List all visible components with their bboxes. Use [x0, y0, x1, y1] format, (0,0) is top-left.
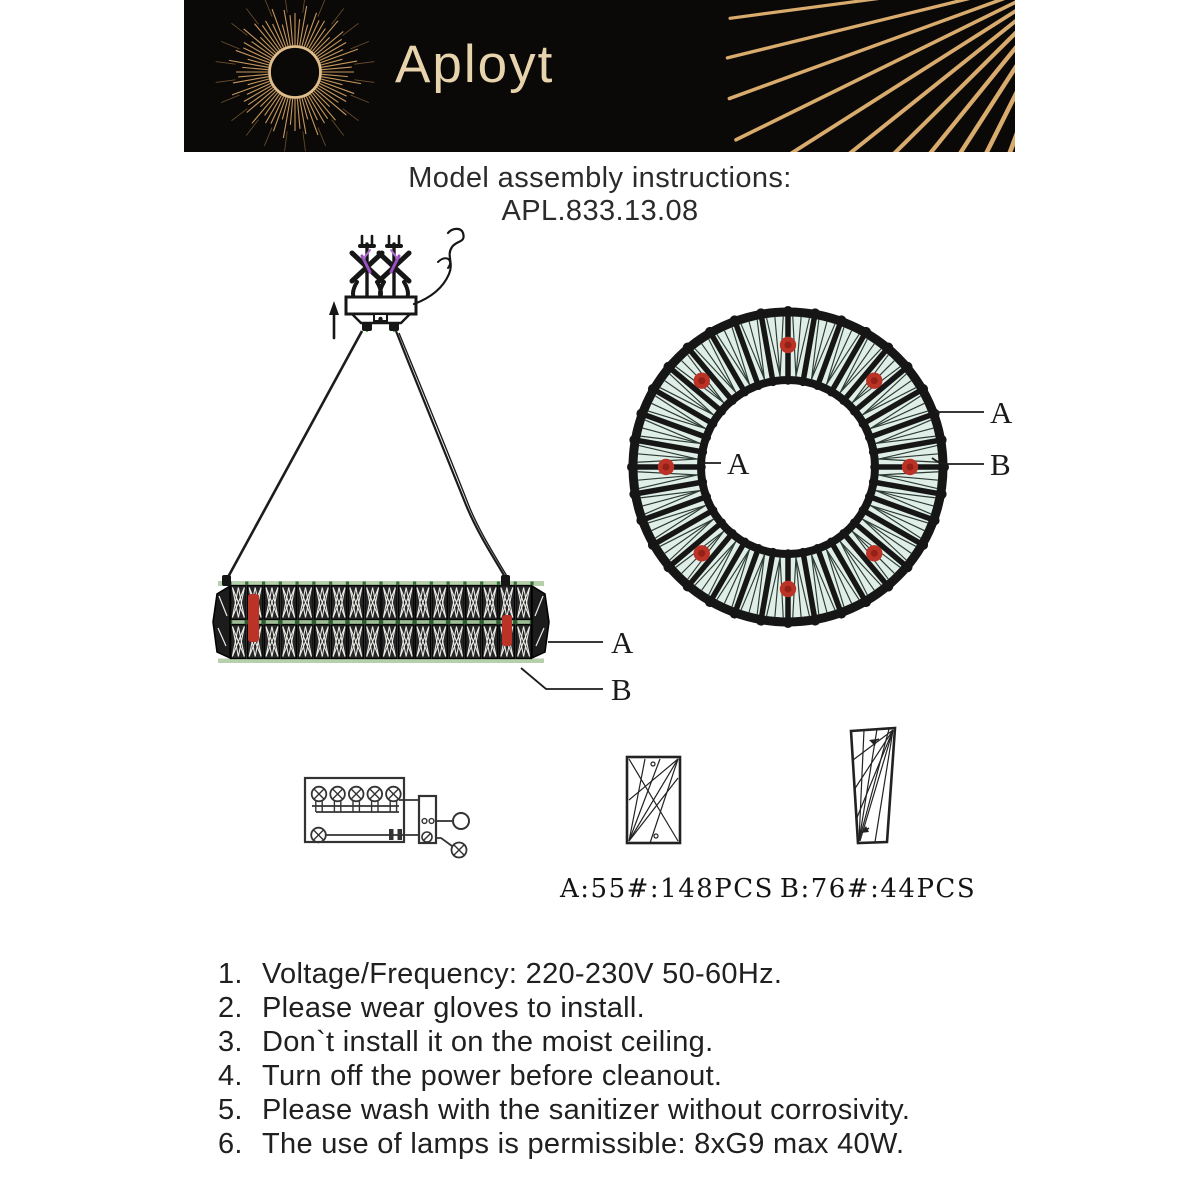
- ring-bump: [827, 538, 835, 546]
- label-b-outer: B: [990, 447, 1011, 482]
- ring-bump: [903, 562, 913, 572]
- ring-bump: [648, 540, 658, 550]
- band-stud: [329, 582, 332, 586]
- ring-bump: [865, 493, 873, 501]
- band-stud: [262, 582, 265, 586]
- item-text: Voltage/Frequency: 220-230V 50-60Hz.: [262, 958, 783, 990]
- ring-bump: [883, 582, 893, 592]
- band-stud: [312, 582, 315, 586]
- band-stud: [479, 620, 483, 625]
- ring-bump: [930, 409, 940, 419]
- ring-bump: [850, 408, 858, 416]
- label-b: B: [611, 672, 632, 707]
- label-a-outer: A: [990, 395, 1013, 430]
- band-stud: [278, 620, 282, 625]
- band-stud: [513, 620, 517, 625]
- ring-bump: [861, 597, 871, 607]
- ring-bump: [729, 397, 737, 405]
- ring-bump: [937, 435, 947, 445]
- label-a: A: [611, 625, 634, 660]
- ring-bump: [683, 582, 693, 592]
- band-stud: [362, 620, 366, 625]
- ring-top-view-drawing: [627, 306, 949, 628]
- crystal-b-drawing: [851, 728, 895, 843]
- ring-bump: [769, 548, 777, 556]
- red-marker: [502, 615, 512, 646]
- ring-bump: [648, 384, 658, 394]
- band-stud: [530, 582, 533, 586]
- band-stud: [261, 620, 265, 625]
- red-marker-core: [785, 342, 792, 349]
- instruction-item: [218, 1127, 910, 1161]
- ring-bump: [729, 529, 737, 537]
- ring-bump: [700, 478, 708, 486]
- ring-bump: [730, 315, 740, 325]
- band-stud: [429, 620, 433, 625]
- ring-bump: [705, 597, 715, 607]
- item-text: Don`t install it on the moist ceiling.: [262, 1026, 714, 1058]
- band-stud: [245, 582, 248, 586]
- band-stud: [363, 582, 366, 586]
- item-number: 1.: [218, 958, 243, 990]
- item-number: 4.: [218, 1060, 243, 1092]
- band-stud: [463, 582, 466, 586]
- pendant-bar-drawing: [213, 575, 549, 663]
- ring-bump: [839, 529, 847, 537]
- band-stud: [346, 582, 349, 586]
- part-a-count: A:55#:148PCS: [560, 874, 774, 904]
- band-stud: [345, 620, 349, 625]
- ring-bump: [741, 538, 749, 546]
- green-band: [218, 659, 544, 664]
- red-marker-core: [871, 550, 878, 557]
- band-stud: [463, 620, 467, 625]
- band-stud: [396, 582, 399, 586]
- ring-bump: [930, 515, 940, 525]
- band-stud: [446, 620, 450, 625]
- ring-bump: [865, 434, 873, 442]
- instruction-item: [218, 1059, 910, 1093]
- band-stud: [514, 582, 517, 586]
- ring-bump: [937, 489, 947, 499]
- red-marker: [248, 594, 259, 642]
- ring-bump: [710, 506, 718, 514]
- ring-bump: [629, 435, 639, 445]
- ring-bump: [810, 616, 820, 626]
- band-stud: [296, 582, 299, 586]
- ring-bump: [703, 434, 711, 442]
- band-stud: [447, 582, 450, 586]
- ring-bump: [755, 544, 763, 552]
- part-b-count: B:76#:44PCS: [779, 874, 977, 904]
- band-stud: [497, 582, 500, 586]
- ring-bump: [861, 327, 871, 337]
- ring-bump: [869, 478, 877, 486]
- ring-bump: [836, 315, 846, 325]
- ring-bump: [636, 515, 646, 525]
- ring-bump: [698, 463, 706, 471]
- instruction-item: [218, 1025, 910, 1059]
- ring-bump: [784, 377, 792, 385]
- ring-bump: [918, 540, 928, 550]
- ring-bump: [683, 342, 693, 352]
- ring-bump: [799, 379, 807, 387]
- band-stud: [396, 620, 400, 625]
- ring-bump: [629, 489, 639, 499]
- ring-bump: [814, 382, 822, 390]
- ring-bump: [710, 420, 718, 428]
- ring-bump: [718, 518, 726, 526]
- band-stud: [328, 620, 332, 625]
- band-stud: [412, 620, 416, 625]
- brand-name: Aployt: [395, 35, 555, 94]
- instruction-item: [218, 991, 910, 1025]
- ring-bump: [859, 506, 867, 514]
- band-stud: [413, 582, 416, 586]
- ring-bump: [755, 382, 763, 390]
- red-marker-core: [663, 464, 670, 471]
- band-stud: [379, 582, 382, 586]
- ring-bump: [859, 420, 867, 428]
- item-number: 2.: [218, 992, 243, 1024]
- ring-bump: [730, 609, 740, 619]
- band-stud: [279, 582, 282, 586]
- suspension-cables: [227, 331, 508, 579]
- model-number: APL.833.13.08: [501, 195, 699, 227]
- ring-bump: [903, 362, 913, 372]
- red-marker-core: [871, 377, 878, 384]
- ring-bump: [783, 618, 793, 628]
- band-stud: [496, 620, 500, 625]
- ring-bump: [756, 616, 766, 626]
- band-stud: [480, 582, 483, 586]
- ring-bump: [703, 493, 711, 501]
- lamp-symbols: [311, 787, 466, 858]
- ring-bump: [663, 362, 673, 372]
- band-stud: [295, 620, 299, 625]
- ring-bump: [784, 549, 792, 557]
- ring-bump: [836, 609, 846, 619]
- label-a-inner: A: [727, 446, 750, 481]
- red-marker-core: [907, 464, 914, 471]
- band-stud: [379, 620, 383, 625]
- ring-bump: [827, 389, 835, 397]
- item-text: Turn off the power before cleanout.: [262, 1060, 723, 1092]
- ring-bump: [705, 327, 715, 337]
- ring-bump: [663, 562, 673, 572]
- item-number: 6.: [218, 1128, 243, 1160]
- red-marker-core: [698, 377, 705, 384]
- ring-bump: [870, 463, 878, 471]
- ring-bump: [918, 384, 928, 394]
- ring-bump: [814, 544, 822, 552]
- ring-bump: [636, 409, 646, 419]
- ring-bump: [700, 448, 708, 456]
- ring-bump: [718, 408, 726, 416]
- wiring-diagram: [305, 778, 469, 858]
- item-text: The use of lamps is permissible: 8xG9 max 40W.: [262, 1128, 905, 1160]
- ring-bump: [783, 306, 793, 316]
- ring-bump: [741, 389, 749, 397]
- band-stud: [430, 582, 433, 586]
- instruction-item: [218, 957, 910, 991]
- up-arrow-icon: [329, 301, 339, 338]
- ring-bump: [839, 397, 847, 405]
- ring-bump: [850, 518, 858, 526]
- ring-bump: [883, 342, 893, 352]
- ceiling-mount-drawing: [329, 229, 464, 338]
- ring-bump: [769, 379, 777, 387]
- instruction-item: [218, 1093, 910, 1127]
- item-text: Please wash with the sanitizer without corrosivity.: [262, 1094, 911, 1126]
- item-text: Please wear gloves to install.: [262, 992, 645, 1024]
- page-title: Model assembly instructions:: [408, 162, 792, 194]
- ring-bump: [756, 308, 766, 318]
- red-marker-core: [698, 550, 705, 557]
- red-marker-core: [785, 586, 792, 593]
- ring-bump: [810, 308, 820, 318]
- crystal-a-drawing: [627, 757, 680, 843]
- ring-bump: [627, 462, 637, 472]
- item-number: 5.: [218, 1094, 243, 1126]
- item-number: 3.: [218, 1026, 243, 1058]
- band-stud: [312, 620, 316, 625]
- ring-bump: [799, 548, 807, 556]
- instructions-list: [218, 957, 910, 1161]
- ring-bump: [869, 448, 877, 456]
